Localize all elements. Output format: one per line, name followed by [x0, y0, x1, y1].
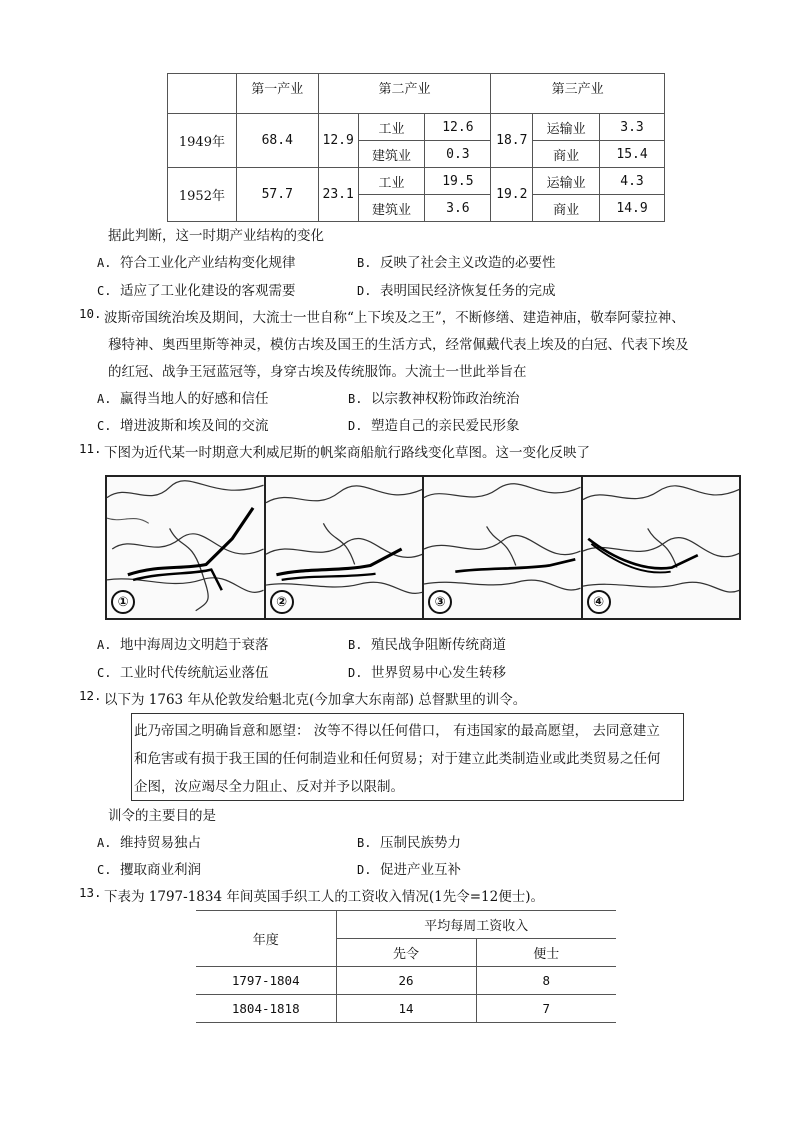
wage-year: 1804-1818: [196, 995, 336, 1023]
option-text: 地中海周边文明趋于衰落: [120, 637, 269, 653]
option-letter: C.: [97, 863, 112, 877]
option-letter: B.: [348, 392, 363, 406]
q9-stem: 据此判断，这一时期产业结构的变化: [108, 228, 324, 244]
wage-year: 1797-1804: [196, 967, 336, 995]
q10-option-a[interactable]: [97, 387, 269, 407]
q12-stem: 以下为 1763 年从伦敦发给魁北克(今加拿大东南部) 总督默里的训令。: [104, 692, 527, 708]
q12-sub: 训令的主要目的是: [108, 808, 216, 824]
quote-line: 企图，汝应竭尽全力阻止、反对并予以限制。: [134, 779, 404, 795]
route-map-4: [583, 477, 740, 618]
secondary-value: 0.3: [425, 141, 491, 168]
q9-option-c[interactable]: [97, 279, 296, 299]
q10-line-1: 波斯帝国统治埃及期间，大流士一世自称“上下埃及之王”，不断修缮、建造神庙，敬奉阿蒙拉神、: [104, 310, 685, 326]
route-map-1: [107, 477, 266, 618]
secondary-total-1952: 23.1: [318, 168, 358, 222]
tertiary-total-1952: 19.2: [491, 168, 533, 222]
option-text: 符合工业化产业结构变化规律: [120, 255, 296, 271]
option-text: 攫取商业利润: [120, 862, 202, 878]
wage-table: [196, 910, 616, 1023]
industry-structure-table: [167, 73, 665, 222]
year-1949: 1949年: [168, 114, 237, 168]
option-letter: A.: [97, 392, 112, 406]
secondary-label: 建筑业: [358, 141, 425, 168]
option-text: 适应了工业化建设的客观需要: [120, 283, 296, 299]
tertiary-value: 3.3: [600, 114, 665, 141]
tertiary-value: 15.4: [600, 141, 665, 168]
tertiary-label: 商业: [533, 141, 600, 168]
q9-option-b[interactable]: [357, 251, 556, 271]
option-text: 维持贸易独占: [120, 835, 202, 851]
q10-option-c[interactable]: [97, 414, 269, 434]
map-label-4: ④: [587, 590, 611, 614]
option-letter: A.: [97, 256, 112, 270]
table-corner: [168, 74, 237, 114]
q12-number: 12.: [79, 688, 102, 703]
quote-line: 此乃帝国之明确旨意和愿望： 汝等不得以任何借口， 有违国家的最高愿望， 去同意建立: [134, 723, 660, 739]
q11-option-b[interactable]: [348, 633, 506, 653]
option-text: 世界贸易中心发生转移: [371, 665, 507, 681]
primary-1952: 57.7: [236, 168, 318, 222]
quote-line: 和危害或有损于我王国的任何制造业和任何贸易；对于建立此类制造业或此类贸易之任何: [134, 751, 661, 767]
secondary-label: 工业: [358, 114, 425, 141]
wage-col-shilling: 先令: [336, 939, 476, 967]
q10-line-3: 的红冠、战争王冠蓝冠等，身穿古埃及传统服饰。大流士一世此举旨在: [108, 364, 527, 380]
q12-option-d[interactable]: [357, 858, 461, 878]
tertiary-total-1949: 18.7: [491, 114, 533, 168]
primary-1949: 68.4: [236, 114, 318, 168]
option-letter: A.: [97, 638, 112, 652]
wage-col-year: 年度: [196, 911, 336, 967]
map-label-2: ②: [270, 590, 294, 614]
q13-stem: 下表为 1797-1834 年间英国手织工人的工资收入情况(1先令=12便士)。: [104, 889, 544, 905]
option-text: 促进产业互补: [380, 862, 462, 878]
secondary-total-1949: 12.9: [318, 114, 358, 168]
tertiary-value: 14.9: [600, 195, 665, 222]
q11-stem: 下图为近代某一时期意大利威尼斯的帆桨商船航行路线变化草图。这一变化反映了: [104, 445, 590, 461]
option-text: 赢得当地人的好感和信任: [120, 391, 269, 407]
table-row: [196, 995, 616, 1023]
q11-option-d[interactable]: [348, 661, 506, 681]
option-letter: D.: [357, 863, 372, 877]
option-text: 表明国民经济恢复任务的完成: [380, 283, 556, 299]
table-row: [196, 967, 616, 995]
q13-number: 13.: [79, 885, 102, 900]
route-map-2: [266, 477, 425, 618]
q12-option-b[interactable]: [357, 831, 461, 851]
header-secondary: 第二产业: [318, 74, 491, 114]
option-letter: C.: [97, 284, 112, 298]
secondary-value: 12.6: [425, 114, 491, 141]
option-letter: A.: [97, 836, 112, 850]
option-letter: C.: [97, 666, 112, 680]
option-text: 殖民战争阻断传统商道: [371, 637, 507, 653]
tertiary-value: 4.3: [600, 168, 665, 195]
option-text: 反映了社会主义改造的必要性: [380, 255, 556, 271]
q11-option-a[interactable]: [97, 633, 269, 653]
map-label-3: ③: [428, 590, 452, 614]
wage-pence: 7: [476, 995, 616, 1023]
secondary-label: 建筑业: [358, 195, 425, 222]
route-map-3: [424, 477, 583, 618]
decree-quote-box: [131, 713, 684, 801]
wage-pence: 8: [476, 967, 616, 995]
tertiary-label: 运输业: [533, 168, 600, 195]
option-text: 压制民族势力: [380, 835, 462, 851]
q11-number: 11.: [79, 441, 102, 456]
q10-option-d[interactable]: [348, 414, 520, 434]
option-letter: D.: [357, 284, 372, 298]
option-letter: B.: [357, 836, 372, 850]
tertiary-label: 商业: [533, 195, 600, 222]
option-letter: D.: [348, 419, 363, 433]
q10-line-2: 穆特神、奥西里斯等神灵，模仿古埃及国王的生活方式，经常佩戴代表上埃及的白冠、代表下埃及: [108, 337, 689, 353]
option-letter: B.: [357, 256, 372, 270]
secondary-value: 19.5: [425, 168, 491, 195]
q10-option-b[interactable]: [348, 387, 520, 407]
wage-shilling: 26: [336, 967, 476, 995]
option-text: 塑造自己的亲民爱民形象: [371, 418, 520, 434]
option-text: 以宗教神权粉饰政治统治: [371, 391, 520, 407]
secondary-label: 工业: [358, 168, 425, 195]
q9-option-a[interactable]: [97, 251, 296, 271]
option-letter: C.: [97, 419, 112, 433]
route-maps: [105, 475, 741, 620]
q12-option-c[interactable]: [97, 858, 201, 878]
q9-option-d[interactable]: [357, 279, 556, 299]
option-text: 增进波斯和埃及间的交流: [120, 418, 269, 434]
q10-number: 10.: [79, 306, 102, 321]
secondary-value: 3.6: [425, 195, 491, 222]
wage-col-pence: 便士: [476, 939, 616, 967]
option-letter: D.: [348, 666, 363, 680]
header-tertiary: 第三产业: [491, 74, 665, 114]
map-label-1: ①: [111, 590, 135, 614]
wage-col-group: 平均每周工资收入: [336, 911, 616, 939]
header-primary: 第一产业: [236, 74, 318, 114]
q12-option-a[interactable]: [97, 831, 201, 851]
year-1952: 1952年: [168, 168, 237, 222]
option-text: 工业时代传统航运业落伍: [120, 665, 269, 681]
wage-shilling: 14: [336, 995, 476, 1023]
q11-option-c[interactable]: [97, 661, 269, 681]
tertiary-label: 运输业: [533, 114, 600, 141]
option-letter: B.: [348, 638, 363, 652]
